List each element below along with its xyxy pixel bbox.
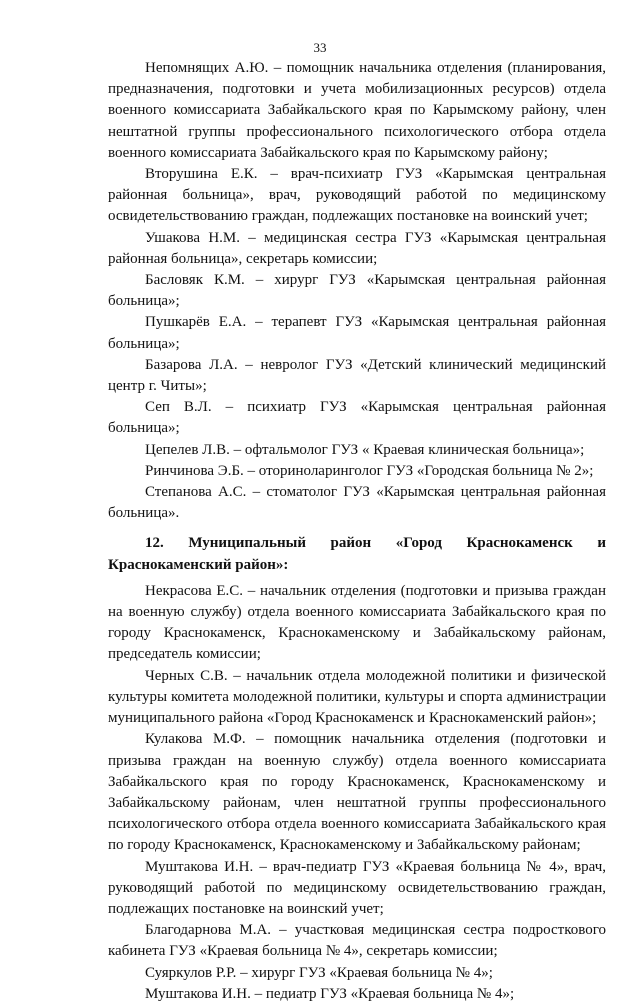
paragraph-9: Ринчинова Э.Б. – оториноларинголог ГУЗ «Городская больница № 2»; (145, 462, 594, 479)
paragraph-13: Черных С.В. – начальник отдела молодежной политики и физической культуры комитета молодежной политики, культуры и спорта администрации муниципального района «Город Краснокаменск и Краснокаменский район»; (108, 667, 606, 727)
paragraph-16: Благодарнова М.А. – участковая медицинская сестра подросткового кабинета ГУЗ «Краевая больница № 4», секретарь комиссии; (108, 922, 606, 960)
paragraph-3: Ушакова Н.М. – медицинская сестра ГУЗ «Карымская центральная районная больница», секретарь комиссии; (108, 229, 606, 267)
section-heading: 12. Муниципальный район «Город Краснокаменск и Краснокаменский район»: (108, 535, 606, 573)
paragraph-6: Базарова Л.А. – невролог ГУЗ «Детский клинический медицинский центр г. Читы»; (108, 356, 606, 395)
paragraph-12: Некрасова Е.С. – начальник отделения (подготовки и призыва граждан на военную службу) отдела военного комиссариата Забайкальского края по городу Краснокаменск, Краснокаменскому и Забайкальскому районам, председатель комиссии; (108, 582, 606, 663)
paragraph-7: Сеп В.Л. – психиатр ГУЗ «Карымская центральная районная больница»; (108, 399, 606, 437)
page-number: 33 (313, 40, 327, 55)
paragraph-10: Степанова А.С. – стоматолог ГУЗ «Карымская центральная районная больница». (108, 484, 606, 522)
paragraph-15: Муштакова И.Н. – врач-педиатр ГУЗ «Краевая больница № 4», врач, руководящий работой по медицинскому освидетельствованию граждан, подлежащих постановке на воинский учет; (108, 858, 606, 917)
paragraph-18: Муштакова И.Н. – педиатр ГУЗ «Краевая больница № 4»; (145, 985, 515, 1002)
paragraph-8: Цепелев Л.В. – офтальмолог ГУЗ « Краевая клиническая больница»; (145, 441, 585, 458)
paragraph-14: Кулакова М.Ф. – помощник начальника отделения (подготовки и призыва граждан на военную службу) отдела военного комиссариата Забайкальского края по городу Краснокаменск, Краснокаменскому и Забайкальскому районам, член нештатной группы профессионального психологического отбора отдела военного комиссариата Забайкальского края по городу Краснокаменск, Краснокаменскому и Забайкальскому районам; (108, 731, 606, 854)
paragraph-5: Пушкарёв Е.А. – терапевт ГУЗ «Карымская центральная районная больница»; (108, 314, 606, 352)
paragraph-17: Суяркулов Р.Р. – хирург ГУЗ «Краевая больница № 4»; (145, 964, 493, 981)
paragraph-1: Непомнящих А.Ю. – помощник начальника отделения (планирования, предназначения, подготовки и учета мобилизационных ресурсов) отдела военного комиссариата Забайкальского края по Карымскому району, член нештатной группы профессионального психологического отбора отдела военного комиссариата Забайкальского края по Карымскому району; (108, 60, 606, 161)
paragraph-2: Вторушина Е.К. – врач-психиатр ГУЗ «Карымская центральная районная больница», врач, руководящий работой по медицинскому освидетельствованию граждан, подлежащих постановке на воинский учет; (108, 166, 606, 225)
document-body (108, 58, 606, 1005)
paragraph-4: Басловяк К.М. – хирург ГУЗ «Карымская центральная районная больница»; (108, 272, 606, 310)
